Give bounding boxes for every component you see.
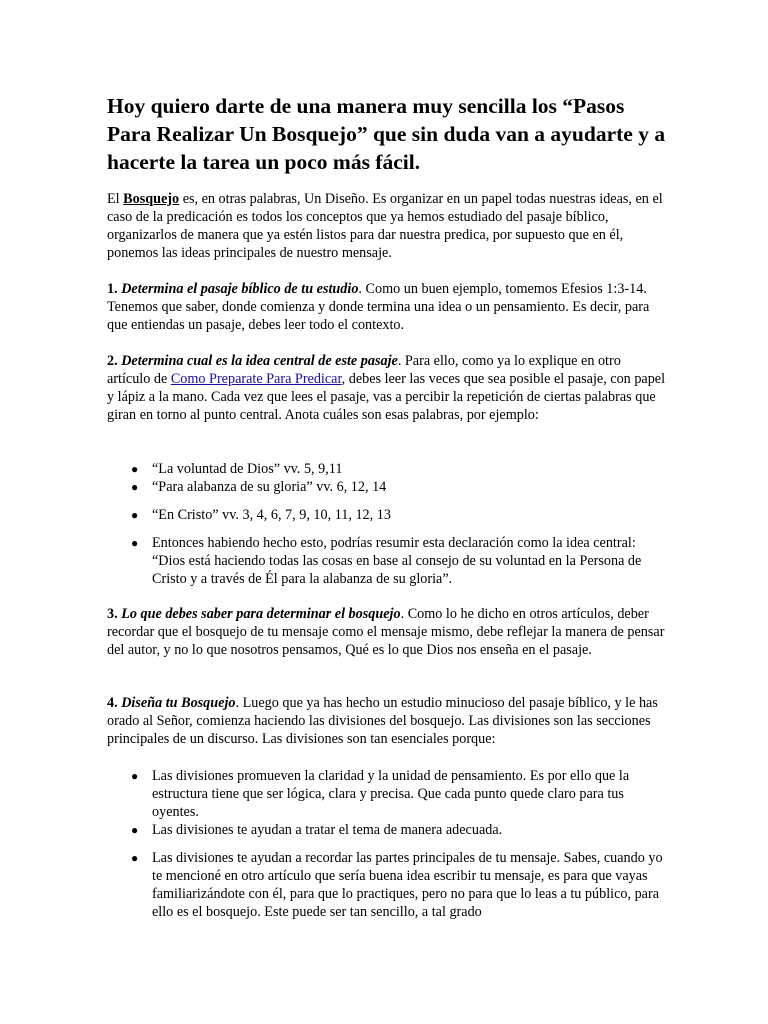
list-item-text: Las divisiones promueven la claridad y la unidad de pensamiento. Es por ello que la estructura tiene que ser lógica, clara y precisa. Que cada punto quede claro para tus oyentes. — [152, 768, 630, 820]
step-3-paragraph — [107, 605, 667, 659]
como-preparate-link[interactable]: Como Preparate Para Predicar — [170, 371, 342, 387]
bullet-icon: ● — [131, 462, 139, 476]
list-item-text: Las divisiones te ayudan a tratar el tema de manera adecuada. — [152, 822, 503, 838]
list-item — [131, 506, 667, 524]
intro-pre: El — [107, 191, 124, 207]
step-4-title: Diseña tu Bosquejo — [121, 695, 236, 711]
bullet-icon: ● — [131, 851, 139, 865]
step-3-title: Lo que debes saber para determinar el bosquejo — [121, 606, 401, 622]
bullet-icon: ● — [131, 480, 139, 494]
list-item-text: Entonces habiendo hecho esto, podrías resumir esta declaración como la idea central: “Dios está haciendo todas las cosas en base al consejo de su voluntad en la Persona de Cristo y a través de Él para la alabanza de su gloria”. — [152, 535, 642, 587]
step-2-text-before-link: . Para ello, como ya lo explique en otro artículo de — [107, 353, 621, 387]
list-item — [131, 534, 667, 588]
list-item — [131, 478, 667, 496]
list-item-text: “En Cristo” vv. 3, 4, 6, 7, 9, 10, 11, 12, 13 — [152, 507, 391, 523]
step-4-text: . Luego que ya has hecho un estudio minucioso del pasaje bíblico, y le has orado al Señor, comienza haciendo las divisiones del bosquejo. Las divisiones son las secciones principales de un discurso. Las divisiones son tan esenciales porque: — [107, 695, 658, 747]
step-2-text-after-link: , debes leer las veces que sea posible el pasaje, con papel y lápiz a la mano. Cada vez que lees el pasaje, vas a percibir la repetición de ciertas palabras que giran en torno al punto central. Anota cuáles son esas palabras, por ejemplo: — [107, 371, 666, 423]
step-3-text: . Como lo he dicho en otros artículos, deber recordar que el bosquejo de tu mensaje como el mensaje mismo, debe reflejar la manera de pensar del autor, y no lo que nosotros pensamos, Qué es lo que Dios nos enseña en el pasaje. — [107, 606, 665, 658]
intro-term: Bosquejo — [123, 191, 180, 207]
intro-text: es, en otras palabras, Un Diseño. Es organizar en un papel todas nuestras ideas, en el caso de la predicación es todos los conceptos que ya hemos estudiado del pasaje bíblico, organizarlos de manera que ya estén listos para dar nuestra predica, por supuesto que en él, ponemos las ideas principales de nuestro mensaje. — [107, 191, 663, 261]
step-2-title: Determina cual es la idea central de este pasaje — [121, 353, 398, 369]
list-item-text: “Para alabanza de su gloria” vv. 6, 12, 14 — [152, 479, 387, 495]
bullet-icon: ● — [131, 769, 139, 783]
step-3-number: 3. — [107, 606, 118, 622]
page-heading: Hoy quiero darte de una manera muy sencilla los “Pasos Para Realizar Un Bosquejo” que sin duda van a ayudarte y a hacerte la tarea un poco más fácil. — [107, 94, 666, 174]
step-1-title: Determina el pasaje bíblico de tu estudio — [121, 281, 359, 297]
step-4-paragraph — [107, 694, 667, 748]
intro-paragraph — [107, 190, 667, 262]
bullet-icon: ● — [131, 536, 139, 550]
list-item-text: “La voluntad de Dios” vv. 5, 9,11 — [152, 461, 343, 477]
bullet-icon: ● — [131, 508, 139, 522]
bullet-icon: ● — [131, 823, 139, 837]
list-item — [131, 849, 667, 921]
step-4-number: 4. — [107, 695, 118, 711]
list-item — [131, 460, 667, 478]
list-item — [131, 767, 667, 821]
list-item — [131, 821, 667, 839]
step-2-number: 2. — [107, 353, 118, 369]
step-1-number: 1. — [107, 281, 118, 297]
step-1-paragraph — [107, 280, 667, 334]
step-2-paragraph — [107, 352, 667, 424]
step-1-text: . Como un buen ejemplo, tomemos Efesios 1:3-14. Tenemos que saber, donde comienza y donde termina una idea o un pensamiento. Es decir, para que entiendas un pasaje, debes leer todo el contexto. — [107, 281, 650, 333]
list-item-text: Las divisiones te ayudan a recordar las partes principales de tu mensaje. Sabes, cuando yo te mencioné en otro artículo que sería buena idea escribir tu mensaje, es para que vayas familiarizándote con él, para que lo practiques, pero no para que lo leas a tu público, para ello es el bosquejo. Este puede ser tan sencillo, a tal grado — [152, 850, 663, 920]
